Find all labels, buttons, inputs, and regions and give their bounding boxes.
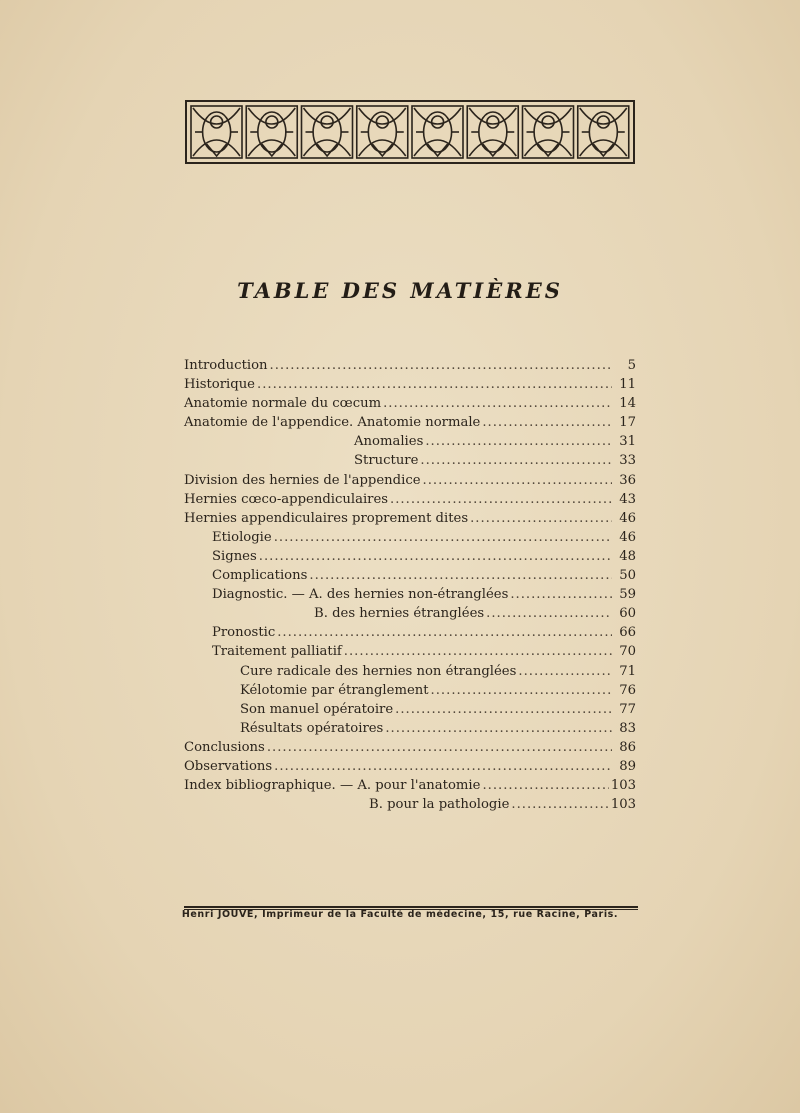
toc-entry-label: Structure	[354, 453, 419, 469]
ornament-motif	[479, 112, 507, 152]
toc-entry	[184, 738, 636, 757]
toc-entry-label: Division des hernies de l'appendice	[184, 472, 421, 488]
toc-entry-label: Hernies appendiculaires proprement dites	[184, 510, 469, 526]
toc-entry	[184, 776, 636, 795]
toc-entry-page: 103	[610, 778, 636, 794]
ornament-motif	[266, 116, 278, 128]
toc-entry-page: 33	[619, 453, 636, 469]
toc-leader-dots	[344, 642, 612, 661]
toc-entry	[184, 413, 636, 432]
toc-leader-dots	[390, 490, 612, 509]
ornament-motif	[321, 116, 333, 128]
ornament-motif	[376, 116, 388, 128]
toc-entry-label: Signes	[212, 548, 257, 564]
toc-entry-page: 17	[619, 415, 636, 431]
toc-entry-page: 5	[627, 358, 636, 373]
footer-rule	[184, 906, 638, 908]
toc-leader-dots	[277, 623, 612, 642]
toc-entry-label: Kélotomie par étranglement	[240, 682, 429, 698]
toc-entry-page: 43	[619, 491, 636, 507]
toc-entry-page: 48	[619, 548, 636, 564]
toc-leader-dots	[486, 604, 612, 623]
ornament-motif	[542, 116, 554, 128]
toc-entry	[184, 471, 636, 490]
toc-entry	[184, 700, 636, 719]
toc-leader-dots	[267, 738, 612, 757]
toc-leader-dots	[482, 413, 612, 432]
toc-entry	[184, 394, 636, 413]
toc-entry-label: Historique	[184, 377, 255, 393]
toc-entry-page: 36	[619, 472, 636, 488]
ornament-motif	[597, 116, 609, 128]
toc-leader-dots	[470, 509, 612, 528]
toc-entry	[184, 547, 636, 566]
toc-entry	[184, 585, 636, 604]
toc-entry	[184, 795, 636, 814]
toc-leader-dots	[510, 585, 612, 604]
toc-entry-page: 66	[619, 625, 636, 641]
toc-entry	[184, 566, 636, 585]
ornament-motif	[359, 140, 406, 156]
toc-entry-page: 76	[619, 682, 636, 698]
toc-leader-dots	[518, 662, 612, 681]
toc-leader-dots	[383, 394, 612, 413]
toc-entry-label: Introduction	[184, 358, 268, 373]
toc-entry-label: Pronostic	[212, 625, 276, 641]
toc-entry	[184, 757, 636, 776]
toc-entry	[184, 490, 636, 509]
ornament-motif	[368, 112, 396, 152]
toc-entry	[184, 681, 636, 700]
toc-leader-dots	[274, 528, 612, 547]
ornament-motif	[469, 140, 516, 156]
toc-entry	[184, 719, 636, 738]
toc-entry-page: 50	[619, 568, 636, 584]
ornament-motif	[203, 112, 231, 152]
toc-leader-dots	[270, 356, 612, 375]
ornament-motif	[589, 112, 617, 152]
toc-entry	[184, 356, 636, 375]
ornament-motif	[248, 140, 295, 156]
toc-entry-label: Traitement palliatif	[212, 644, 342, 660]
toc-entry-label: Cure radicale des hernies non étranglées	[240, 663, 517, 679]
toc-leader-dots	[420, 451, 612, 470]
toc-entry-label: Anatomie normale du cœcum	[184, 396, 382, 412]
toc-leader-dots	[385, 719, 612, 738]
toc-entry-label: Son manuel opératoire	[240, 701, 394, 717]
page-title: TABLE DES MATIÈRES	[237, 278, 563, 303]
ornament-motif	[304, 140, 351, 156]
ornament-motif	[211, 116, 223, 128]
toc-entry-label: Anatomie de l'appendice. Anatomie normale	[184, 415, 481, 431]
toc-entry-label: Anomalies	[354, 434, 424, 450]
toc-leader-dots	[423, 471, 612, 490]
ornament-motif	[432, 116, 444, 128]
toc-entry	[184, 642, 636, 661]
toc-entry-label: B. des hernies étranglées	[314, 606, 485, 622]
toc-entry-page: 103	[610, 797, 636, 813]
toc-entry-page: 71	[619, 663, 636, 679]
toc-entry	[184, 451, 636, 470]
toc-entry-page: 86	[619, 739, 636, 755]
toc-entry-page: 14	[619, 396, 636, 412]
toc-entry-label: Etiologie	[212, 529, 272, 545]
toc-entry	[184, 604, 636, 623]
ornament-motif	[580, 140, 627, 156]
ornament-motif	[487, 116, 499, 128]
toc-entry-label: Observations	[184, 758, 273, 774]
toc-entry	[184, 662, 636, 681]
ornament-motif	[525, 140, 572, 156]
ornament-motif	[258, 112, 286, 152]
toc-entry-label: Résultats opératoires	[240, 720, 384, 736]
toc-entry-page: 89	[619, 758, 636, 774]
toc-entry-page: 46	[619, 510, 636, 526]
decorative-headpiece-ornament	[185, 100, 635, 164]
toc-leader-dots	[274, 757, 612, 776]
toc-entry-label: Diagnostic. — A. des hernies non-étranglées	[212, 587, 509, 603]
ornament-motif	[193, 140, 240, 156]
toc-entry-label: Index bibliographique. — A. pour l'anatomie	[184, 778, 481, 794]
toc-leader-dots	[511, 795, 608, 814]
toc-entry-page: 46	[619, 529, 636, 545]
toc-entry	[184, 375, 636, 394]
toc-leader-dots	[482, 776, 608, 795]
toc-entry	[184, 623, 636, 642]
toc-entry	[184, 432, 636, 451]
toc-leader-dots	[257, 375, 612, 394]
toc-entry-page: 77	[619, 701, 636, 717]
table-of-contents	[184, 356, 636, 814]
toc-leader-dots	[431, 681, 612, 700]
toc-entry-page: 11	[619, 377, 636, 393]
toc-entry-label: Hernies cœco-appendiculaires	[184, 491, 389, 507]
ornament-motif	[313, 112, 341, 152]
toc-entry-page: 83	[619, 720, 636, 736]
ornament-motif	[414, 140, 461, 156]
toc-leader-dots	[395, 700, 612, 719]
toc-entry-page: 59	[619, 587, 636, 603]
toc-entry-label: Conclusions	[184, 739, 265, 755]
toc-entry-label: B. pour la pathologie	[369, 797, 510, 813]
toc-leader-dots	[309, 566, 612, 585]
toc-entry	[184, 509, 636, 528]
ornament-motif	[424, 112, 452, 152]
printer-imprint: Henri JOUVE, Imprimeur de la Faculté de médecine, 15, rue Racine, Paris.	[181, 909, 619, 920]
toc-entry-page: 60	[619, 606, 636, 622]
toc-entry-page: 70	[619, 644, 636, 660]
toc-entry-page: 31	[619, 434, 636, 450]
toc-leader-dots	[259, 547, 612, 566]
toc-entry	[184, 528, 636, 547]
toc-leader-dots	[425, 432, 612, 451]
ornament-motif	[534, 112, 562, 152]
toc-entry-label: Complications	[212, 568, 308, 584]
